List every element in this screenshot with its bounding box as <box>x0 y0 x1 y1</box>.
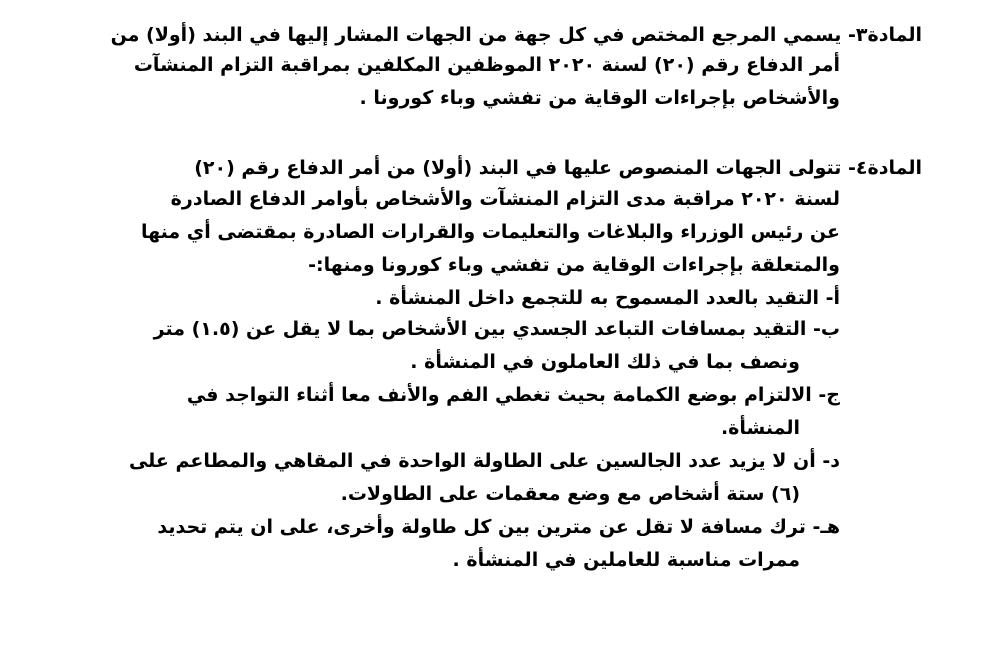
article-4-item-d-line-2: (٦) ستة أشخاص مع وضع معقمات على الطاولات. <box>340 483 800 505</box>
article-3-line-1: المادة٣- يسمي المرجع المختص في كل جهة من الجهات المشار إليها في البند (أولا) من <box>110 24 922 46</box>
article-3-line-2: أمر الدفاع رقم (٢٠) لسنة ٢٠٢٠ الموظفين المكلفين بمراقبة التزام المنشآت <box>133 54 840 76</box>
article-4-line-3: عن رئيس الوزراء والبلاغات والتعليمات والقرارات الصادرة بمقتضى أي منها <box>140 221 840 243</box>
article-4-item-b-line-2: ونصف بما في ذلك العاملون في المنشأة . <box>410 351 800 373</box>
article-4-item-a: أ- التقيد بالعدد المسموح به للتجمع داخل المنشأة . <box>375 287 840 309</box>
article-4-item-d-line-1: د- أن لا يزيد عدد الجالسين على الطاولة الواحدة في المقاهي والمطاعم على <box>128 450 840 472</box>
article-4-item-b-line-1: ب- التقيد بمسافات التباعد الجسدي بين الأشخاص بما لا يقل عن (١.٥) متر <box>153 318 840 340</box>
article-3-line-3: والأشخاص بإجراءات الوقاية من تفشي وباء كورونا . <box>359 87 840 109</box>
article-4-item-c-line-2: المنشأة. <box>720 417 800 439</box>
article-4-item-e-line-1: هـ- ترك مسافة لا تقل عن مترين بين كل طاولة وأخرى، على ان يتم تحديد <box>157 516 840 538</box>
article-4-line-2: لسنة ٢٠٢٠ مراقبة مدى التزام المنشآت والأشخاص بأوامر الدفاع الصادرة <box>170 188 840 210</box>
article-4-line-4: والمتعلقة بإجراءات الوقاية من تفشي وباء كورونا ومنها:- <box>308 254 840 276</box>
article-4-item-c-line-1: ج- الالتزام بوضع الكمامة بحيث تغطي الفم والأنف معا أثناء التواجد في <box>186 384 840 406</box>
article-4-line-1: المادة٤- تتولى الجهات المنصوص عليها في البند (أولا) من أمر الدفاع رقم (٢٠) <box>194 157 922 179</box>
article-4-item-e-line-2: ممرات مناسبة للعاملين في المنشأة . <box>452 549 800 571</box>
